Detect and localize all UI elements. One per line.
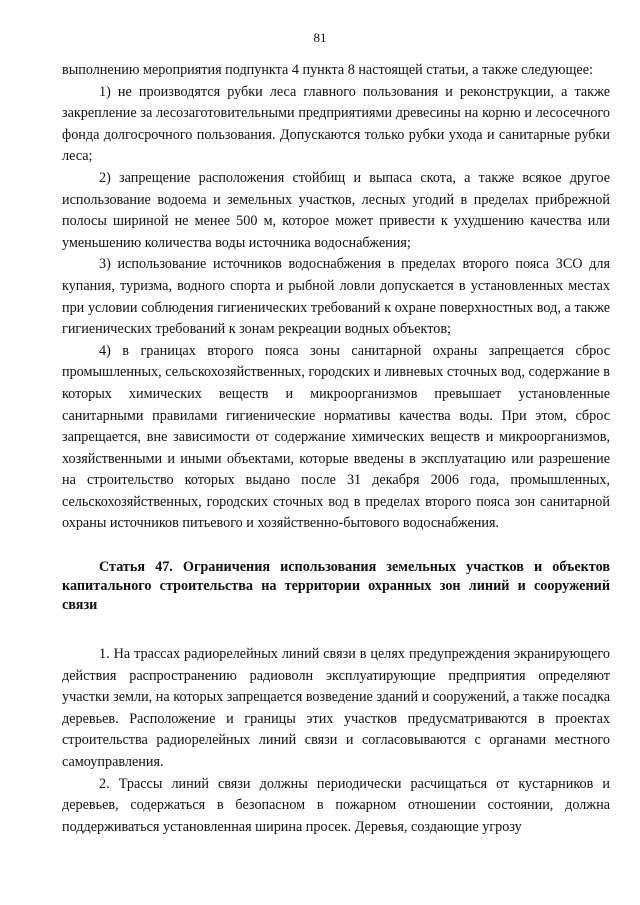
article-paragraph: 1. На трассах радиорелейных линий связи в целях предупреждения экранирующего действия распространению радиоволн эксплуатирующие предприятия определяют участки земли, на которых запрещается возведение зданий и сооружений, а также посадка деревьев. Расположение и границы этих участков предусматриваются в проектах строительства радиорелейных линий связи и согласовываются с органами местного самоуправления. <box>62 646 610 771</box>
intro-paragraph: выполнению мероприятия подпункта 4 пункта 8 настоящей статьи, а также следующее: <box>62 62 593 78</box>
list-item: 3) использование источников водоснабжения в пределах второго пояса ЗСО для купания, туризма, водного спорта и рыбной ловли допускается в установленных местах при условии соблюдения гигиенических требований к охране поверхностных вод, а также гигиенических требований к зонам рекреации водных объектов; <box>62 256 610 338</box>
list-item: 4) в границах второго пояса зоны санитарной охраны запрещается сброс промышленных, сельскохозяйственных, городских и ливневых сточных вод, содержание в которых химических веществ и микроорганизмов превышает установленные санитарными правилами гигиенические нормативы качества воды. При этом, сброс запрещается, вне зависимости от содержание химических веществ и микроорганизмов, хозяйственными и иными объектами, которые введены в эксплуатацию или разрешение на строительство которых выдано после 31 декабря 2006 года, промышленных, сельскохозяйственных, городских сточных вод в пределах второго пояса зон санитарной охраны источников питьевого и хозяйственно-бытового водоснабжения. <box>62 342 610 532</box>
list-item: 1) не производятся рубки леса главного пользования и реконструкции, а также закрепление за лесозаготовительными предприятиями древесины на корню и лесосечного фонда долгосрочного пользования. Допускаются только рубки ухода и санитарные рубки леса; <box>62 83 610 165</box>
article-heading: Статья 47. Ограничения использования земельных участков и объектов капитального строительства на территории охранных зон линий и сооружений связи <box>62 559 610 614</box>
article-paragraph: 2. Трассы линий связи должны периодически расчищаться от кустарников и деревьев, содержаться в безопасном в пожарном отношении состоянии, должна поддерживаться установленная ширина просек. Деревья, создающие угрозу <box>62 775 610 835</box>
list-item: 2) запрещение расположения стойбищ и выпаса скота, а также всякое другое использование водоема и земельных участков, лесных угодий в пределах прибрежной полосы шириной не менее 500 м, которое может привести к ухудшению качества или уменьшению количества воды источника водоснабжения; <box>62 169 610 251</box>
page-content <box>62 60 610 838</box>
page-number: 81 <box>313 30 327 45</box>
